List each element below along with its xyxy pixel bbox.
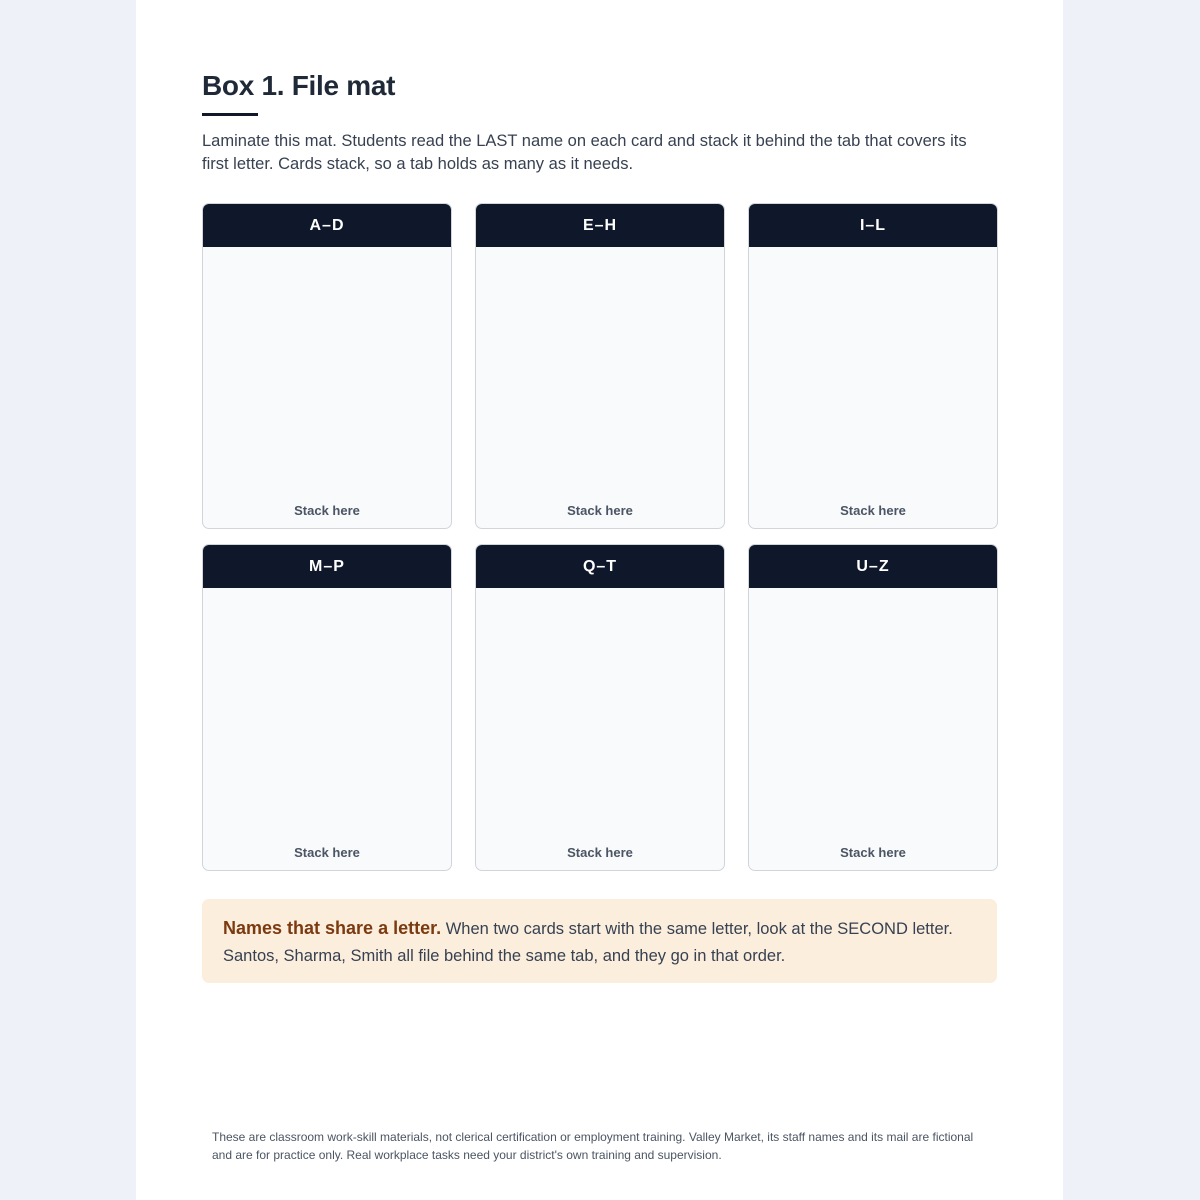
- tab-label: E–H: [476, 204, 724, 247]
- disclaimer-footer: These are classroom work-skill materials, not clerical certification or employment training. Valley Market, its staff names and its mail are fictional and are for practice only. Real workplace tasks need your district's own training and supervision.: [212, 1130, 974, 1162]
- tab-label: U–Z: [749, 545, 997, 588]
- tip-heading: Names that share a letter.: [223, 918, 442, 938]
- stack-here-label: Stack here: [567, 503, 633, 518]
- tab-label: A–D: [203, 204, 451, 247]
- title-underline: [202, 113, 258, 116]
- stack-here-label: Stack here: [840, 503, 906, 518]
- tip-body: When two cards start with the same letter, look at the SECOND letter. Santos, Sharma, Smith all file behind the same tab, and they go in that order.: [223, 920, 953, 965]
- tab-label: I–L: [749, 204, 997, 247]
- stack-here-label: Stack here: [294, 503, 360, 518]
- worksheet-page: [136, 0, 1063, 1200]
- intro-text: Laminate this mat. Students read the LAST name on each card and stack it behind the tab that covers its first letter. Cards stack, so a tab holds as many as it needs.: [202, 132, 967, 173]
- file-tab-i-l: [748, 203, 998, 529]
- stack-here-label: Stack here: [567, 845, 633, 860]
- file-tab-m-p: [202, 544, 452, 871]
- file-tab-a-d: [202, 203, 452, 529]
- stack-here-label: Stack here: [840, 845, 906, 860]
- stack-here-label: Stack here: [294, 845, 360, 860]
- file-tab-u-z: [748, 544, 998, 871]
- tip-callout: [202, 899, 997, 983]
- page-title: Box 1. File mat: [202, 70, 396, 101]
- file-tab-e-h: [475, 203, 725, 529]
- file-tab-q-t: [475, 544, 725, 871]
- tab-label: M–P: [203, 545, 451, 588]
- tab-label: Q–T: [476, 545, 724, 588]
